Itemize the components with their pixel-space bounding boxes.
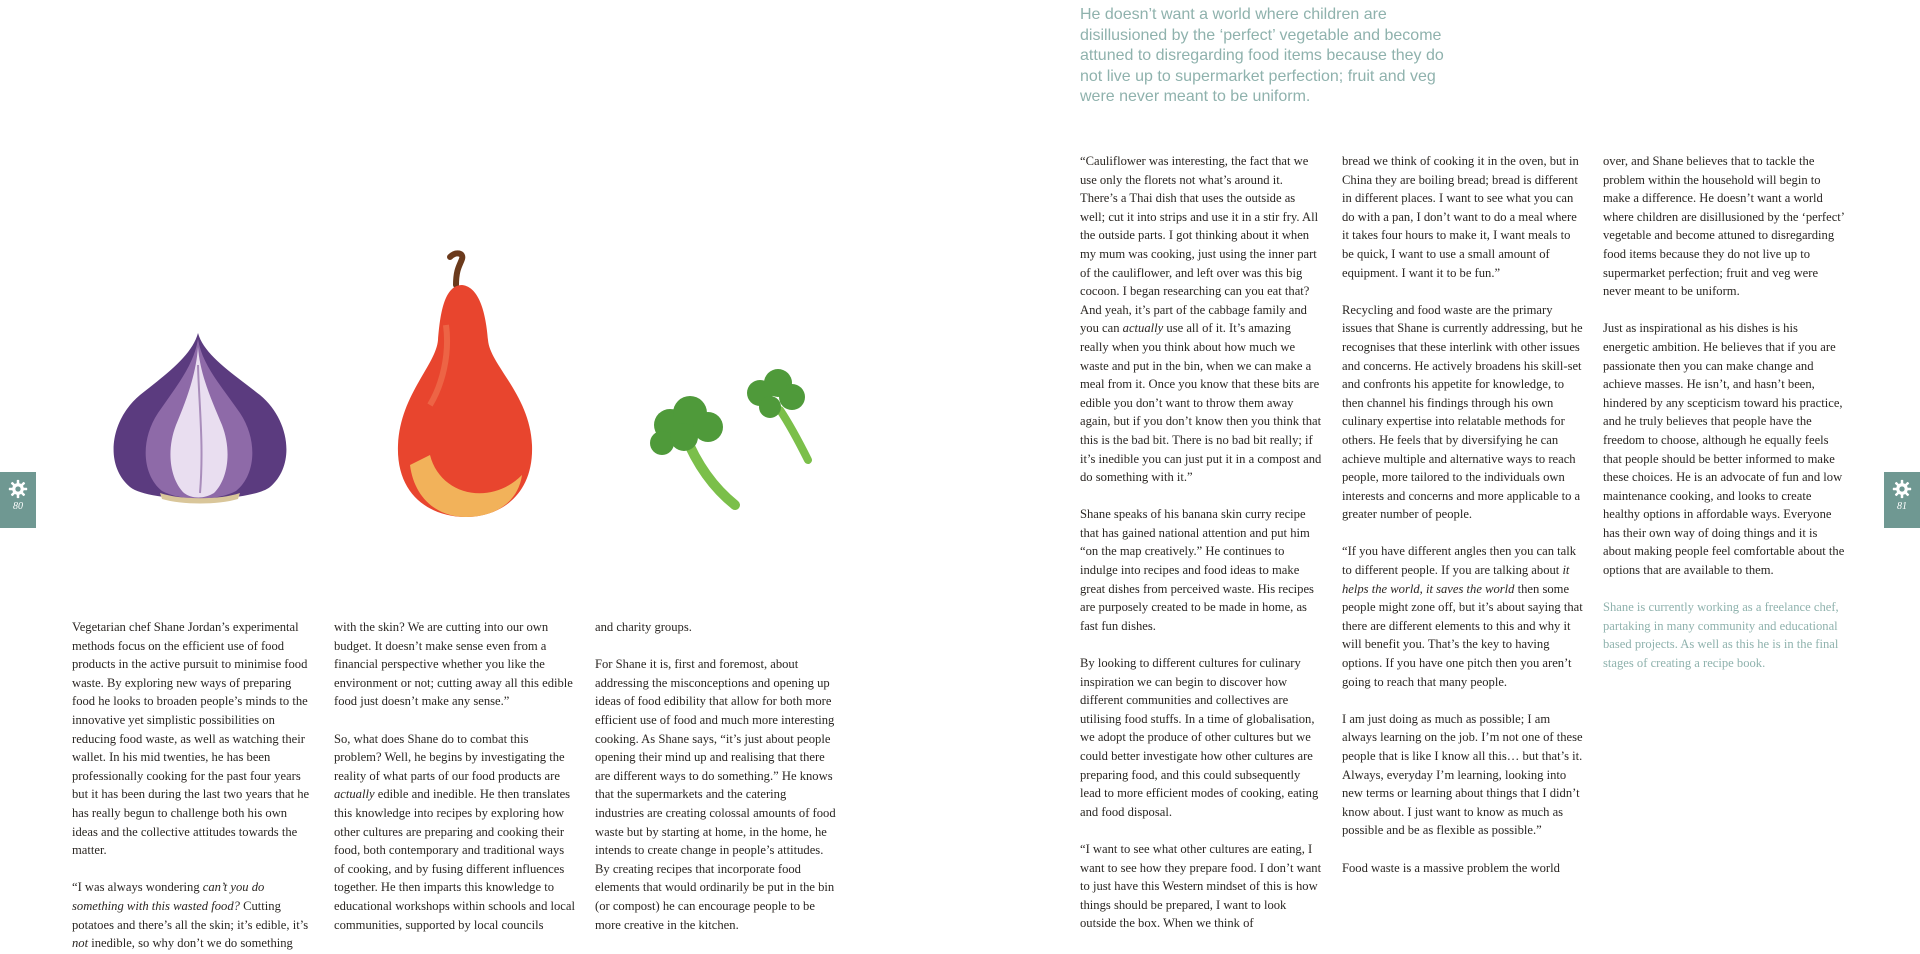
broccoli-illustration bbox=[640, 365, 820, 515]
left-column-2 bbox=[334, 618, 576, 934]
page-tab-left bbox=[0, 472, 36, 528]
paragraph: By looking to different cultures for culinary inspiration we can begin to discover how different communities and collectives are utilising food stuffs. In a time of globalisation, we adopt the produce of other cultures but we could better investigate how other cultures are preparing food, and this could subsequently lead to more efficient modes of cooking, eating and food disposal. bbox=[1080, 656, 1319, 819]
paragraph: “I want to see what other cultures are eating, I want to see how they prepare food. I don’t want to just have this Western mindset of this is how things should be prepared, I want to look outside the box. When we think of bbox=[1080, 841, 1322, 931]
paragraph: “Cauliflower was interesting, the fact that we use only the florets not what’s around it. There’s a Thai dish that uses the outside as well; cut it into strips and use it in a stir fry. All the outside parts. I got thinking about it when my mum was cooking, just using the inner part of the cauliflower, and left over was this big cocoon. I began researching can you eat that? And yeah, it’s part of the cabbage family and you can actually use all of it. It’s amazing really when you think about how much we waste and put in the bin, when we can make a meal from it. Once you know that these bits are edible you don’t want to throw them away again, but if you don’t know then you think that this is the bad bit. There is no bad bit really; if it’s inedible you can just put it in a compost and do something with it.” bbox=[1080, 154, 1322, 485]
right-column-2 bbox=[1342, 152, 1584, 877]
paragraph: and charity groups. bbox=[595, 620, 692, 634]
right-column-1 bbox=[1080, 152, 1322, 933]
paragraph: Recycling and food waste are the primary issues that Shane is currently addressing, but he recognises that these interlink with other issues and concerns. He actively broadens his skill-set and confronts his appetite for knowledge, to then channel his findings through his own culinary expertise into relatable methods for others. He feels that by diversifying he can achieve multiple and alternative ways to reach people, more tailored to the individuals own interests and concerns and more applicable to a greater number of people. bbox=[1342, 302, 1583, 522]
left-column-1 bbox=[72, 618, 314, 953]
page-number: 80 bbox=[13, 501, 23, 512]
gear-icon bbox=[8, 479, 28, 499]
paragraph: For Shane it is, first and foremost, about addressing the misconceptions and opening up ideas of food edibility that allow for both more efficient use of food and much more interesting cooking. As Shane says, “it’s just about people opening their mind up and realising that there are different ways to do something.” He knows that the supermarkets and the catering industries are creating colossal amounts of food waste but by starting at home, in the home, he intends to create change in people’s attitudes. By creating recipes that incorporate food elements that would ordinarily be put in the bin (or compost) he can encourage people to be more creative in the kitchen. bbox=[595, 657, 836, 932]
right-column-3 bbox=[1603, 152, 1845, 673]
paragraph: with the skin? We are cutting into our own budget. It doesn’t make sense even from a financial perspective whether you like the environment or not; cutting away all this edible food just doesn’t make any sense.” bbox=[334, 620, 573, 709]
page-tab-right bbox=[1884, 472, 1920, 528]
pull-quote: He doesn’t want a world where children are disillusioned by the ‘perfect’ vegetable and become attuned to disregarding food items because they do not live up to supermarket perfection; fruit and veg were never meant to be uniform. bbox=[1080, 6, 1444, 106]
paragraph: I am just doing as much as possible; I am always learning on the job. I’m not one of these people that is like I know all this… but that’s it. Always, everyday I’m learning, looking into new terms or learning about things that I didn’t know about. I just want to know as much as possible and be as flexible as possible.” bbox=[1342, 711, 1583, 838]
paragraph: over, and Shane believes that to tackle the problem within the household will begin to make a difference. He doesn’t want a world where children are disillusioned by the ‘perfect’ vegetable and become attuned to disregarding food items because they do not live up to supermarket perfection; fruit and veg were never meant to be uniform. bbox=[1603, 154, 1845, 299]
left-column-3 bbox=[595, 618, 837, 934]
paragraph: Shane speaks of his banana skin curry recipe that has gained national attention and put him “on the map creatively.” He continues to indulge into recipes and food ideas to make great dishes from perceived waste. His recipes are purposely created to be made in home, as fast fun dishes. bbox=[1080, 507, 1314, 633]
gear-icon bbox=[1892, 479, 1912, 499]
paragraph: “If you have different angles then you can talk to different people. If you are talking about it helps the world, it saves the world then some people might zone off, but it’s about saying that there are different elements to this and why it will benefit you. That’s the key to having options. If you have one pitch then you aren’t going to reach that many people. bbox=[1342, 544, 1583, 689]
side-note: Shane is currently working as a freelance chef, partaking in many community and educational based projects. As well as this he is in the final stages of creating a recipe book. bbox=[1603, 600, 1839, 671]
paragraph: Vegetarian chef Shane Jordan’s experimental methods focus on the efficient use of food products in the active pursuit to minimise food waste. By exploring new ways of preparing food he looks to broaden people’s minds to the innovative yet simplistic possibilities on reducing food waste, as well as watching their wallet. In his mid twenties, he has been professionally cooking for the past four years but it has been during the last two years that he has really begun to challenge both his own ideas and the collective attitudes towards the matter. bbox=[72, 620, 310, 858]
paragraph: “I was always wondering can’t you do something with this wasted food? Cutting potatoes and there’s all the skin; it’s edible, it’s not inedible, so why don’t we do something bbox=[72, 880, 309, 951]
paragraph: So, what does Shane do to combat this problem? Well, he begins by investigating the reality of what parts of our food products are actually edible and inedible. He then translates this knowledge into recipes by exploring how other cultures are preparing and cooking their food, both contemporary and traditional ways of cooking, and by fusing different influences together. He then imparts this knowledge to educational workshops within schools and local communities, supported by local councils bbox=[334, 731, 575, 932]
onion-illustration bbox=[100, 325, 300, 505]
paragraph: Just as inspirational as his dishes is his energetic ambition. He believes that if you are passionate then you can make change and achieve masses. He isn’t, and hasn’t been, hindered by any scepticism toward his practice, and he truly believes that people have the freedom to choose, although he equally feels that people should be better informed to make these choices. He is an advocate of fun and low maintenance cooking, and looks to create healthy options in affordable ways. Everyone has their own way of doing things and it is about making people feel comfortable about the options that are available to them. bbox=[1603, 321, 1845, 578]
pear-illustration bbox=[390, 245, 550, 520]
paragraph: bread we think of cooking it in the oven, but in China they are boiling bread; bread is different in different places. I want to see what you can do with a pan, I don’t want to do a meal where it takes four hours to make it, I want meals to be quick, I want to use a small amount of equipment. I want it to be fun.” bbox=[1342, 154, 1579, 280]
paragraph: Food waste is a massive problem the world bbox=[1342, 860, 1560, 875]
right-page bbox=[960, 0, 1920, 954]
page-number: 81 bbox=[1897, 501, 1907, 512]
